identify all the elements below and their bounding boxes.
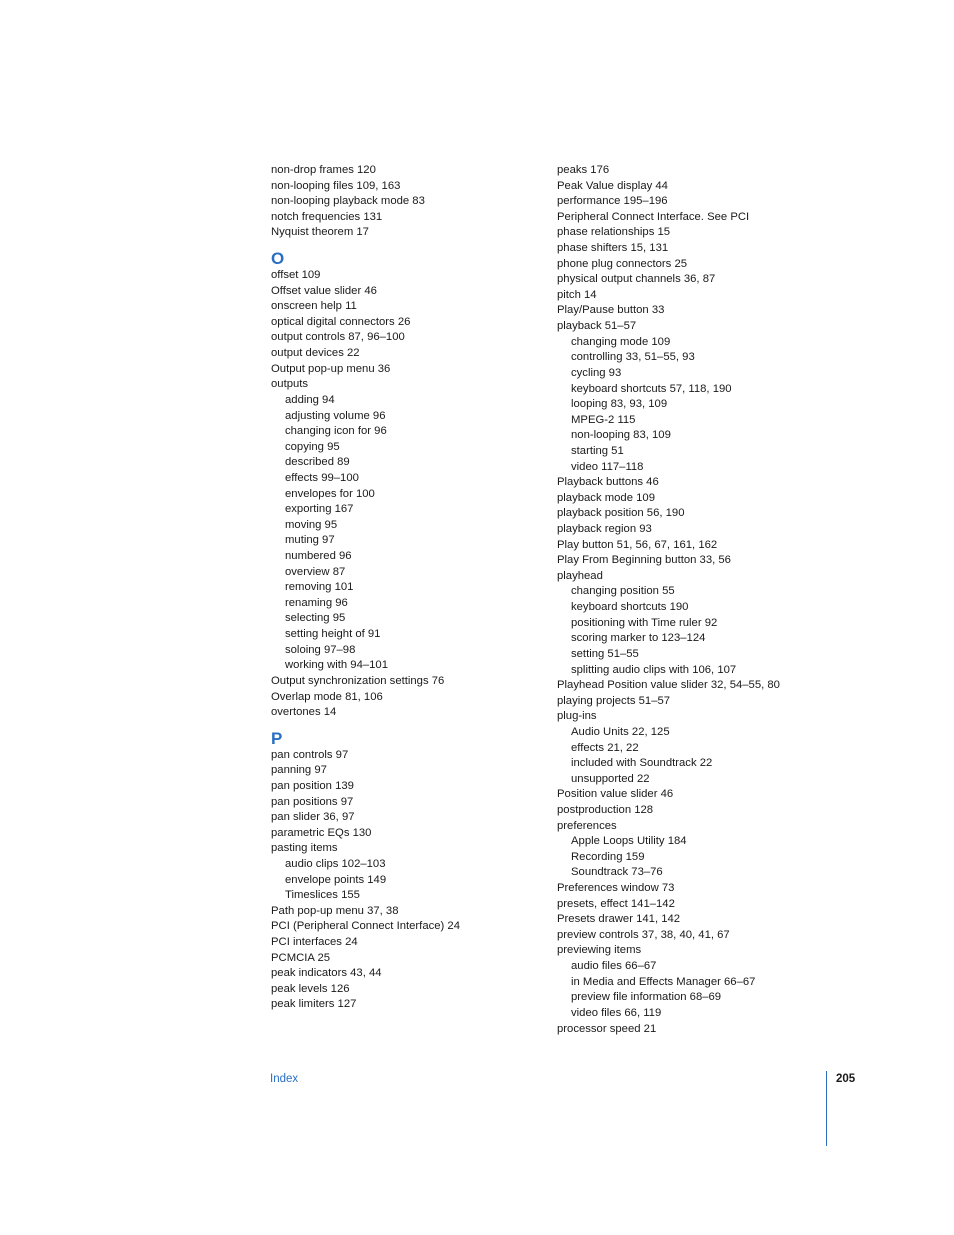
index-subentry: controlling 33, 51–55, 93 (571, 351, 695, 364)
index-subentry: keyboard shortcuts 190 (571, 601, 689, 614)
index-entry: onscreen help 11 (271, 300, 357, 313)
index-entry: physical output channels 36, 87 (557, 273, 716, 286)
index-subentry: changing position 55 (571, 585, 675, 598)
index-subentry: audio clips 102–103 (285, 857, 386, 870)
index-subentry: Apple Loops Utility 184 (571, 835, 687, 848)
page-number: 205 (836, 1073, 856, 1085)
index-subentry: changing mode 109 (571, 335, 671, 348)
index-entry: peaks 176 (557, 164, 610, 176)
index-subentry: renaming 96 (285, 596, 348, 609)
index-subentry: working with 94–101 (285, 659, 388, 672)
index-subentry: Audio Units 22, 125 (571, 725, 670, 738)
index-entry: non-drop frames 120 (271, 164, 376, 176)
index-entry: notch frequencies 131 (271, 210, 383, 223)
index-section-letter: O (271, 249, 285, 269)
index-entry: Playhead Position value slider 32, 54–55, 80 (557, 679, 780, 692)
index-subentry: looping 83, 93, 109 (571, 398, 668, 411)
index-subentry: audio files 66–67 (571, 960, 657, 973)
index-entry: processor speed 21 (557, 1022, 657, 1035)
index-subentry: in Media and Effects Manager 66–67 (571, 975, 756, 988)
index-subentry: muting 97 (285, 534, 335, 547)
index-subentry: adding 94 (285, 393, 335, 406)
index-subentry: numbered 96 (285, 550, 352, 563)
index-entry: phase relationships 15 (557, 226, 671, 239)
index-column-right (557, 163, 857, 1037)
index-subentry: included with Soundtrack 22 (571, 757, 713, 770)
index-entry: non-looping files 109, 163 (271, 179, 401, 192)
index-subentry: adjusting volume 96 (285, 409, 386, 422)
index-entry: PCMCIA 25 (271, 951, 331, 964)
index-subentry: copying 95 (285, 440, 340, 453)
index-subentry: Recording 159 (571, 850, 645, 863)
index-subentry: starting 51 (571, 444, 624, 457)
index-entry: output devices 22 (271, 347, 360, 360)
footer-divider (826, 1071, 827, 1146)
index-subentry: setting height of 91 (285, 628, 381, 641)
index-entry: phone plug connectors 25 (557, 257, 688, 270)
index-entry: parametric EQs 130 (271, 826, 372, 839)
index-subentry: video files 66, 119 (571, 1006, 662, 1019)
index-entry: postproduction 128 (557, 803, 654, 816)
index-subentry: Timeslices 155 (285, 889, 360, 902)
index-subentry: envelope points 149 (285, 873, 387, 886)
index-subentry: described 89 (285, 456, 350, 469)
index-subentry: removing 101 (285, 581, 354, 594)
index-entry: Preferences window 73 (557, 882, 675, 895)
index-entry: pitch 14 (557, 288, 597, 301)
index-entry: PCI (Peripheral Connect Interface) 24 (271, 920, 461, 933)
index-entry: Path pop-up menu 37, 38 (271, 904, 399, 917)
index-entry: Overlap mode 81, 106 (271, 690, 383, 703)
index-entry: playback 51–57 (557, 320, 637, 333)
index-subentry: scoring marker to 123–124 (571, 632, 706, 645)
index-entry: phase shifters 15, 131 (557, 242, 669, 255)
index-entry: peak limiters 127 (271, 998, 357, 1011)
index-subentry: cycling 93 (571, 366, 622, 379)
index-entry: Output pop-up menu 36 (271, 362, 391, 375)
footer-index-link[interactable]: Index (270, 1073, 299, 1085)
index-subentry: soloing 97–98 (285, 643, 356, 656)
index-subentry: positioning with Time ruler 92 (571, 616, 718, 629)
index-subentry: Soundtrack 73–76 (571, 866, 663, 879)
index-subentry: effects 21, 22 (571, 741, 639, 754)
index-subentry: MPEG-2 115 (571, 413, 636, 426)
index-subentry: splitting audio clips with 106, 107 (571, 663, 737, 676)
index-entry: Play/Pause button 33 (557, 304, 665, 317)
index-column-left (271, 163, 541, 1013)
index-section-letter: P (271, 728, 283, 748)
index-entry: optical digital connectors 26 (271, 315, 411, 328)
index-subentry: moving 95 (285, 518, 338, 531)
index-entry: pan position 139 (271, 779, 354, 792)
index-subentry: exporting 167 (285, 503, 354, 516)
index-entry: overtones 14 (271, 706, 337, 719)
index-entry: pan controls 97 (271, 748, 349, 761)
index-entry: offset 109 (271, 269, 321, 282)
index-entry: Play button 51, 56, 67, 161, 162 (557, 538, 718, 551)
index-entry: Output synchronization settings 76 (271, 674, 445, 687)
index-entry: Nyquist theorem 17 (271, 226, 369, 239)
index-subentry: selecting 95 (285, 612, 346, 625)
index-entry: output controls 87, 96–100 (271, 331, 405, 344)
index-entry: Presets drawer 141, 142 (557, 913, 681, 926)
index-entry: presets, effect 141–142 (557, 897, 675, 910)
index-entry: PCI interfaces 24 (271, 936, 358, 949)
index-entry: playback region 93 (557, 523, 652, 536)
index-entry: playback mode 109 (557, 491, 655, 504)
index-entry: playback position 56, 190 (557, 507, 685, 520)
index-subentry: envelopes for 100 (285, 487, 375, 500)
index-entry: peak indicators 43, 44 (271, 967, 382, 980)
index-entry: Peripheral Connect Interface. See PCI (557, 210, 750, 223)
index-subentry: preview file information 68–69 (571, 991, 722, 1004)
index-subentry: video 117–118 (571, 460, 644, 473)
index-entry: peak levels 126 (271, 982, 350, 995)
index-entry: Playback buttons 46 (557, 476, 659, 489)
index-entry: preferences (557, 819, 617, 832)
index-entry: Peak Value display 44 (557, 179, 668, 192)
index-entry: performance 195–196 (557, 195, 668, 208)
index-entry: Position value slider 46 (557, 788, 674, 801)
index-entry: previewing items (557, 944, 642, 957)
index-subentry: keyboard shortcuts 57, 118, 190 (571, 382, 732, 395)
index-entry: plug-ins (557, 710, 597, 723)
index-subentry: unsupported 22 (571, 772, 650, 785)
index-entry: pasting items (271, 842, 338, 855)
index-entry: panning 97 (271, 764, 327, 777)
index-subentry: setting 51–55 (571, 647, 639, 660)
index-entry: pan positions 97 (271, 795, 354, 808)
index-entry: outputs (271, 378, 309, 391)
index-subentry: non-looping 83, 109 (571, 429, 671, 442)
index-entry: playhead (557, 569, 603, 582)
index-entry: Offset value slider 46 (271, 284, 377, 297)
index-entry: pan slider 36, 97 (271, 811, 355, 824)
index-entry: playing projects 51–57 (557, 694, 671, 707)
index-entry: Play From Beginning button 33, 56 (557, 554, 731, 567)
index-subentry: changing icon for 96 (285, 425, 387, 438)
index-entry: non-looping playback mode 83 (271, 195, 425, 208)
index-entry: preview controls 37, 38, 40, 41, 67 (557, 928, 730, 941)
index-subentry: effects 99–100 (285, 471, 359, 484)
index-subentry: overview 87 (285, 565, 346, 578)
